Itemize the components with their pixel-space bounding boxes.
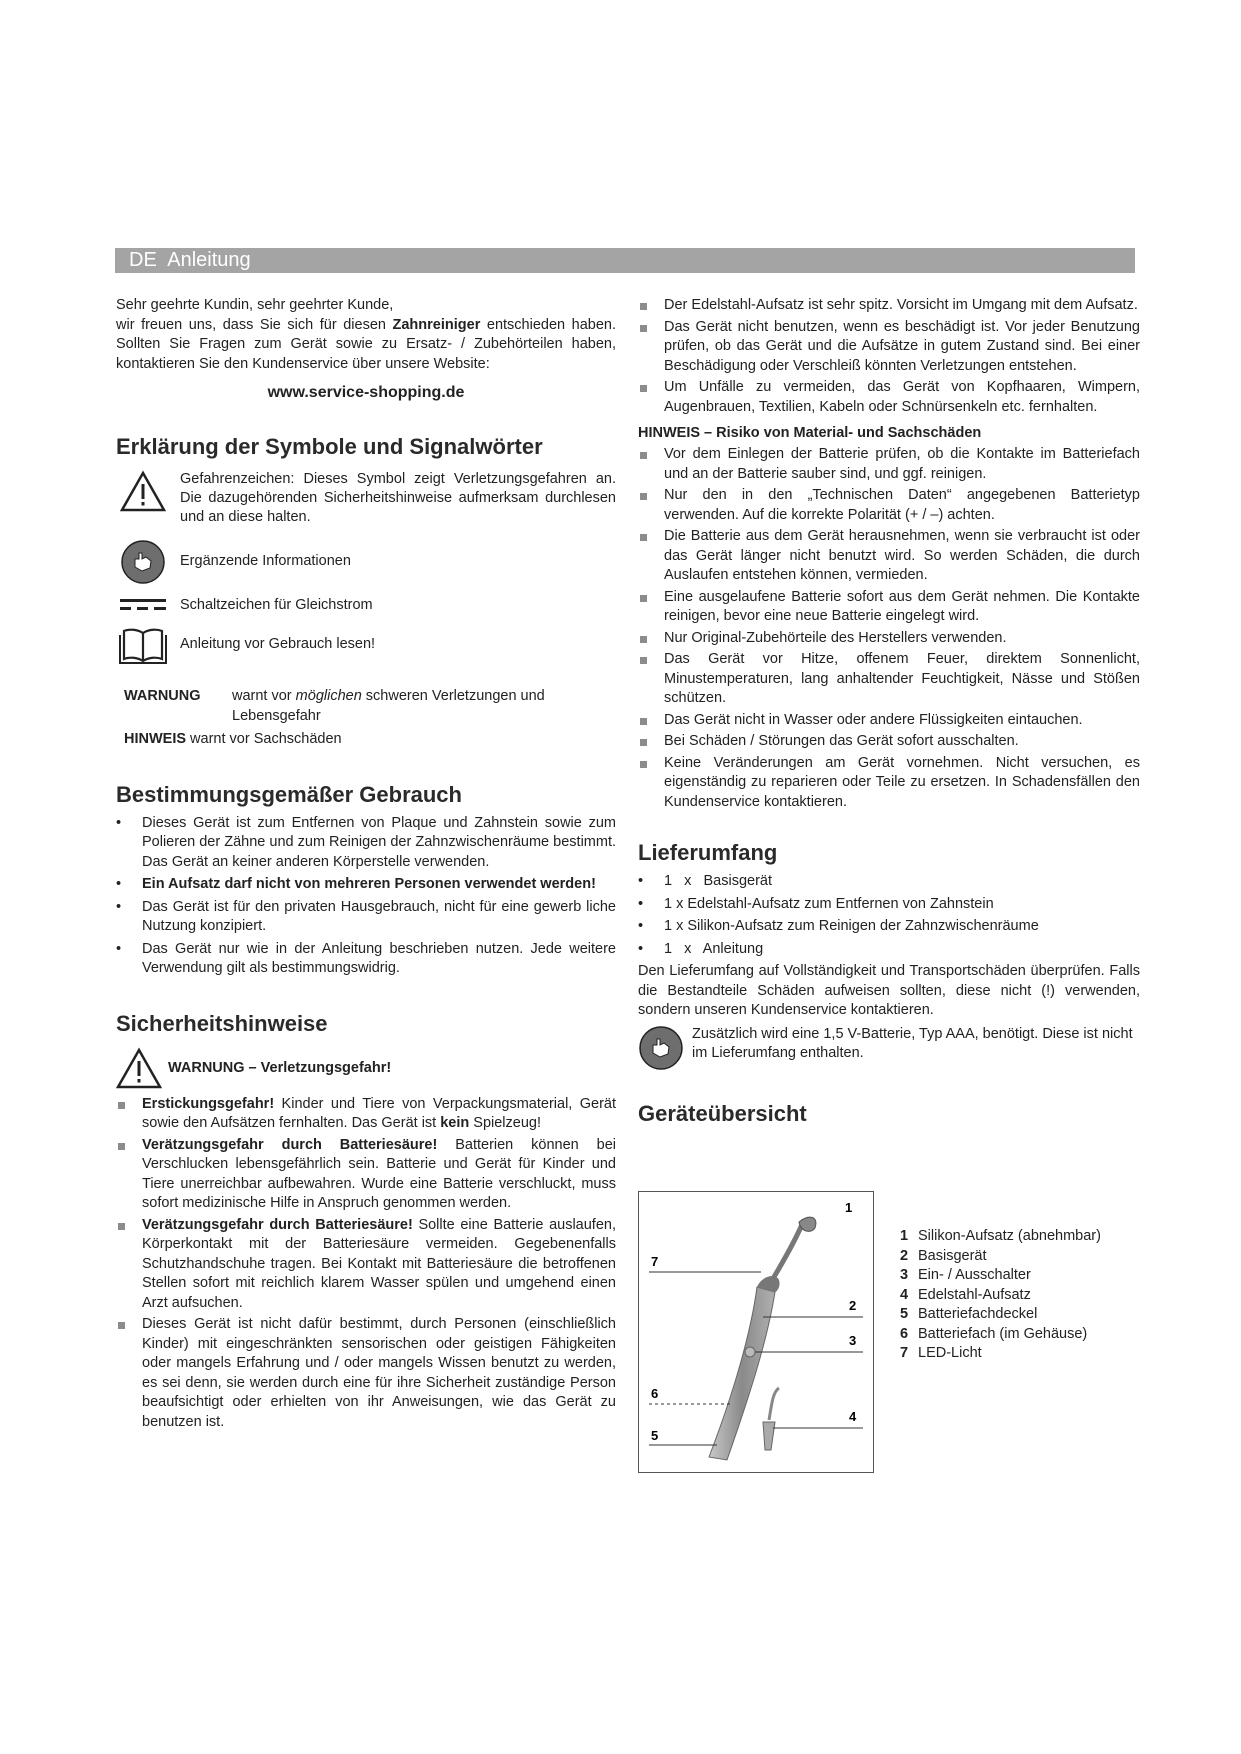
warning-description [232, 687, 616, 726]
list-item: Keine Veränderungen am Gerät vornehmen. Nicht versuchen, es eigenständig zu reparieren oder Teile zu ersetzen. In Schadensfällen den Kundenservice kontaktieren. [638, 754, 1140, 813]
delivery-info [638, 1025, 1140, 1071]
item-bold: Verätzungsgefahr durch Batteriesäure! [142, 1136, 438, 1153]
intro-part-b: entschieden haben. Sollten Sie Fragen zum Gerät sowie zu Ersatz- / Zubehörteilen haben, kontaktieren Sie den Kundenservice über unsere Website: [116, 316, 617, 372]
banner-lang: DE [129, 249, 157, 271]
warn-post: schweren Verletzungen und Lebensgefahr [232, 688, 545, 724]
legend-label: LED-Licht [918, 1345, 982, 1361]
list-item: Der Edelstahl-Aufsatz ist sehr spitz. Vorsicht im Umgang mit dem Aufsatz. [638, 296, 1140, 316]
list-item: Bei Schäden / Störungen das Gerät sofort ausschalten. [638, 732, 1140, 752]
item-text: Batterien können bei Verschlucken lebensgefährlich sein. Batterie und Gerät für Kinder und Tiere unerreichbar aufbewahren. Wurde eine Batterie verschluckt, muss sofort medizinische Hilfe in Anspruch genommen werden. [142, 1136, 616, 1211]
signal-word-warning [116, 687, 616, 726]
list-item [116, 1216, 616, 1314]
legend-num: 4 [900, 1286, 909, 1303]
legend-num: 6 [900, 1325, 909, 1342]
info-hand-icon [638, 1025, 684, 1071]
delivery-note: Den Lieferumfang auf Vollständigkeit und Transportschäden überprüfen. Falls die Bestandteile Schäden aufweisen sollten, diese nicht (!) verwenden, sondern unseren Kundenservice kontaktieren. [638, 963, 1140, 1018]
list-item: Nur Original-Zubehörteile des Herstellers verwenden. [638, 629, 1140, 649]
legend-label: Basisgerät [918, 1247, 987, 1264]
legend-label: Batteriefachdeckel [918, 1306, 1038, 1322]
list-item: Die Batterie aus dem Gerät herausnehmen, wenn sie verbraucht ist oder das Gerät länger nicht benutzt wird. So werden Schäden, die durch Auslaufen entstehen können, vermieden. [638, 527, 1140, 586]
list-item: Das Gerät nicht benutzen, wenn es beschädigt ist. Vor jeder Benutzung prüfen, ob das Gerät und die Aufsätze in gutem Zustand sind. Bei einer Beschädigung oder Verschleiß könnten Verletzungen entstehen. [638, 318, 1140, 377]
safety-warning-header [116, 1047, 616, 1089]
symbols-heading: Erklärung der Symbole und Signalwörter [116, 434, 543, 459]
list-item [116, 1095, 616, 1134]
legend-item [900, 1247, 1101, 1267]
left-column [116, 296, 616, 1434]
list-item [116, 1136, 616, 1214]
legend-item [900, 1286, 1101, 1306]
delivery-heading: Lieferumfang [638, 840, 778, 865]
legend-item [900, 1325, 1101, 1345]
safety-list-left [116, 1095, 616, 1433]
callout-2: 2 [849, 1298, 857, 1313]
list-item: • Dieses Gerät ist zum Entfernen von Plaque und Zahnstein sowie zum Polieren der Zähne und zum Reinigen der Zahnzwischenräume bestimmt. Das Gerät an keiner anderen Körperstelle verwenden. [116, 814, 616, 873]
legend-num: 5 [900, 1306, 909, 1322]
safety-heading: Sicherheitshinweise [116, 1010, 328, 1036]
hint-title: HINWEIS – Risiko von Material- und Sachschäden [638, 425, 982, 441]
callout-5: 5 [651, 1428, 659, 1443]
manual-description: Anleitung vor Gebrauch lesen! [180, 636, 376, 652]
warning-triangle-icon [116, 470, 170, 512]
list-item: • Das Gerät nur wie in der Anleitung beschrieben nutzen. Jede weitere Verwendung gilt als bestimmungswidrig. [116, 940, 616, 979]
legend-num: 3 [900, 1267, 909, 1283]
legend-item [900, 1305, 1101, 1325]
warning-label: WARNUNG [124, 688, 201, 704]
hint-list [638, 445, 1140, 812]
item-bold: kein [440, 1115, 470, 1131]
list-item: Dieses Gerät ist nicht dafür bestimmt, durch Personen (einschließlich Kinder) mit eingeschränkten sensorischen oder geistigen Fähigkeiten oder mangels Erfahrung und / oder mangels Wissen benutzt zu werden, es sei denn, sie werden durch eine für ihre Sicherheit zuständige Person beaufsichtigt oder erhielten von ihr Anweisungen, wie das Gerät zu benutzen ist. [116, 1315, 616, 1432]
list-item: Vor dem Einlegen der Batterie prüfen, ob die Kontakte im Batteriefach und an der Batterie sauber sind, und ggf. reinigen. [638, 445, 1140, 484]
list-item: • 1 x Anleitung [638, 940, 1140, 960]
intended-use-heading: Bestimmungsgemäßer Gebrauch [116, 781, 462, 807]
list-item: • 1 x Basisgerät [638, 872, 1140, 892]
overview-heading: Geräteübersicht [638, 1100, 807, 1126]
delivery-list [638, 872, 1140, 959]
legend-label: Edelstahl-Aufsatz [918, 1286, 1031, 1303]
callout-7: 7 [651, 1254, 659, 1269]
manual-book-icon [116, 625, 170, 665]
list-item: • 1 x Silikon-Aufsatz zum Reinigen der Zahnzwischenräume [638, 917, 1140, 937]
info-hand-icon [116, 539, 170, 585]
item-bold: Erstickungsgefahr! [142, 1095, 275, 1112]
callout-4: 4 [849, 1409, 857, 1424]
product-name: Zahnreiniger [392, 316, 481, 333]
callout-1: 1 [845, 1200, 853, 1215]
safety-warning-title: WARNUNG – Verletzungsgefahr! [168, 1059, 392, 1076]
device-illustration [639, 1192, 873, 1472]
legend-label: Batteriefach (im Gehäuse) [918, 1325, 1088, 1342]
right-column [638, 296, 1140, 1127]
item-bold: Verätzungsgefahr durch Batteriesäure! [142, 1216, 413, 1233]
device-diagram [638, 1191, 874, 1473]
callout-3: 3 [849, 1333, 857, 1348]
list-item: Eine ausgelaufene Batterie sofort aus dem Gerät nehmen. Die Kontakte reinigen, bevor eine neue Batterie eingelegt wird. [638, 588, 1140, 627]
list-item: Das Gerät nicht in Wasser oder andere Flüssigkeiten eintauchen. [638, 711, 1140, 731]
legend-num: 7 [900, 1345, 909, 1361]
info-description: Ergänzende Informationen [180, 553, 351, 569]
intro-text [116, 316, 616, 375]
device-legend [900, 1227, 1101, 1364]
list-item: Nur den in den „Technischen Daten“ angegebenen Batterietyp verwenden. Auf die korrekte Polarität (+ / –) achten. [638, 486, 1140, 525]
list-item: • Das Gerät ist für den privaten Hausgebrauch, nicht für eine gewerb liche Nutzung konzipiert. [116, 898, 616, 937]
hint-description: warnt vor Sachschäden [186, 731, 342, 747]
warn-pre: warnt vor [232, 688, 296, 704]
item-text: Sollte eine Batterie auslaufen, Körperkontakt mit der Batteriesäure vermeiden. Gegebenenfalls Schutzhandschuhe tragen. Bei Kontakt mit Batteriesäure die betroffenen Stellen sofort mit reichlich klarem Wasser spülen und umgehend einen Arzt aufsuchen. [142, 1216, 616, 1311]
banner-title: Anleitung [167, 249, 251, 271]
symbol-row-manual [116, 625, 616, 665]
list-item: • 1 x Edelstahl-Aufsatz zum Entfernen von Zahnstein [638, 895, 1140, 915]
warning-triangle-icon [116, 1047, 162, 1089]
intended-use-list [116, 814, 616, 979]
direct-current-icon [116, 595, 170, 615]
greeting: Sehr geehrte Kundin, sehr geehrter Kunde, [116, 297, 394, 313]
list-item: Um Unfälle zu vermeiden, das Gerät von Kopfhaaren, Wimpern, Augenbrauen, Textilien, Kabeln oder Schnürsenkeln etc. fernhalten. [638, 378, 1140, 417]
warn-em: möglichen [295, 688, 362, 704]
safety-list-right [638, 296, 1140, 417]
dc-description: Schaltzeichen für Gleichstrom [180, 597, 373, 613]
delivery-info-text: Zusätzlich wird eine 1,5 V-Batterie, Typ AAA, benötigt. Diese ist nicht im Lieferumfang enthalten. [692, 1025, 1133, 1061]
legend-item [900, 1266, 1101, 1286]
legend-item [900, 1344, 1101, 1364]
section-banner [115, 248, 1135, 273]
symbol-row-info [116, 539, 616, 585]
symbol-row-danger [116, 470, 616, 527]
service-url[interactable]: www.service-shopping.de [267, 384, 465, 401]
intro-part-a: wir freuen uns, dass Sie sich für diesen [116, 316, 393, 333]
callout-6: 6 [651, 1386, 659, 1401]
hint-label: HINWEIS [124, 731, 187, 747]
legend-label: Silikon-Aufsatz (abnehmbar) [918, 1228, 1101, 1244]
item-text: Spielzeug! [469, 1115, 541, 1131]
signal-word-hint [116, 730, 616, 750]
item-text: Kinder und Tiere von Verpackungsmaterial, Gerät sowie den Aufsätzen fernhalten. Das Gerät ist [142, 1095, 616, 1131]
danger-description: Gefahrenzeichen: Dieses Symbol zeigt Verletzungsgefahren an. Die dazugehörenden Sicherheitshinweise aufmerksam durchlesen und an diese halten. [180, 471, 616, 525]
list-item [116, 875, 616, 895]
legend-label: Ein- / Ausschalter [918, 1267, 1031, 1283]
symbol-row-dc [116, 595, 616, 615]
legend-num: 1 [900, 1228, 909, 1244]
legend-num: 2 [900, 1247, 909, 1264]
list-item-bold: Ein Aufsatz darf nicht von mehreren Personen verwendet werden! [142, 876, 596, 892]
legend-item [900, 1227, 1101, 1247]
list-item: Das Gerät vor Hitze, offenem Feuer, direktem Sonnenlicht, Minustemperaturen, lang anhaltender Feuchtigkeit, Nässe und Stößen schützen. [638, 650, 1140, 709]
